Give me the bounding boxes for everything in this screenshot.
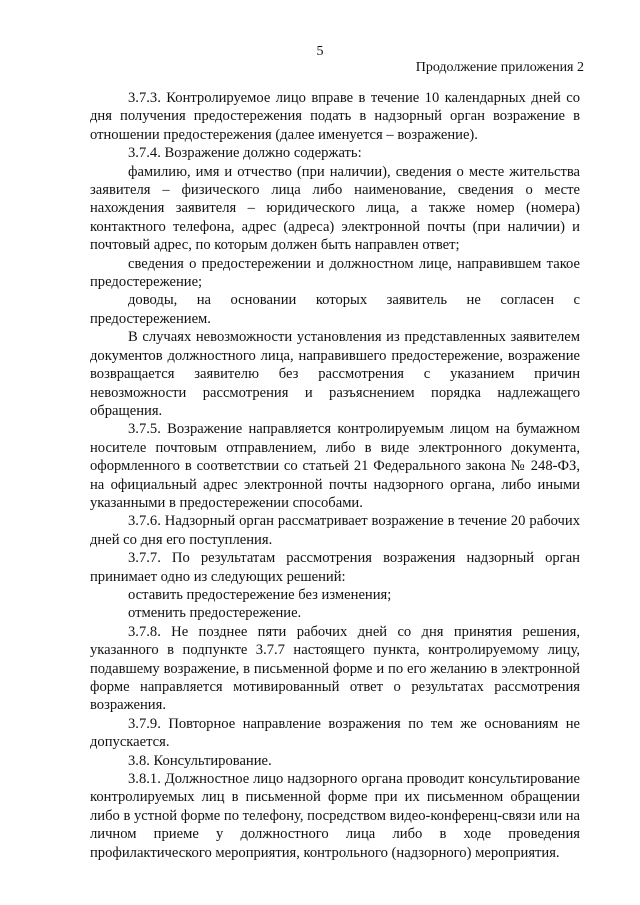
- paragraph-objection-applicant-details: фамилию, имя и отчество (при наличии), сведения о месте жительства заявителя – физического лица либо наименование, сведения о месте нахождения заявителя – юридического лица, а также номер (номера) контактного телефона, адрес (адреса) электронной почты (при наличии) и почтовый адрес, по которым должен быть направлен ответ;: [90, 163, 580, 254]
- appendix-continuation-note: Продолжение приложения 2: [415, 60, 584, 75]
- paragraph-3-7-7: 3.7.7. По результатам рассмотрения возражения надзорный орган принимает одно из следующих решений:: [90, 550, 580, 585]
- paragraph-objection-warning-details: сведения о предостережении и должностном лице, направившем такое предостережение;: [90, 255, 580, 291]
- paragraph-decision-cancel: отменить предостережение.: [128, 605, 302, 622]
- page-number: 5: [316, 44, 324, 59]
- paragraph-3-7-4: 3.7.4. Возражение должно содержать:: [128, 145, 362, 162]
- paragraph-decision-keep: оставить предостережение без изменения;: [128, 586, 392, 603]
- paragraph-3-7-5: 3.7.5. Возражение направляется контролируемым лицом на бумажном носителе почтовым отправлением, либо в виде электронного документа, оформленного в соответствии со статьей 21 Федерального закона № 248-ФЗ, на официальный адрес электронной почты надзорного органа, либо иными указанными в предостережении способами.: [90, 421, 580, 511]
- paragraph-objection-return: В случаях невозможности установления из представленных заявителем документов должностного лица, направившего предостережение, возражение возвращается заявителю без рассмотрения с указанием причин невозможности рассмотрения и разъяснением порядка надлежащего обращения.: [90, 329, 580, 419]
- paragraph-3-8: 3.8. Консультирование.: [128, 752, 272, 769]
- paragraph-3-7-6: 3.7.6. Надзорный орган рассматривает возражение в течение 20 рабочих дней со дня его поступления.: [90, 513, 580, 548]
- paragraph-3-7-3: 3.7.3. Контролируемое лицо вправе в течение 10 календарных дней со дня получения предостережения подать в надзорный орган возражение в отношении предостережения (далее именуется – возражение).: [90, 90, 580, 143]
- paragraph-3-7-8: 3.7.8. Не позднее пяти рабочих дней со дня принятия решения, указанного в подпункте 3.7.7 настоящего пункта, контролируемому лицу, подавшему возражение, в письменной форме и по его желанию в электронной форме направляется мотивированный ответ о результатах рассмотрения возражения.: [90, 623, 580, 714]
- paragraph-3-8-1: 3.8.1. Должностное лицо надзорного органа проводит консультирование контролируемых лиц в письменной форме при их письменном обращении либо в устной форме по телефону, посредством видео-конференц-связи или на личном приеме у должностного лица либо в ходе проведения профилактического мероприятия, контрольного (надзорного) мероприятия.: [90, 771, 581, 861]
- paragraph-3-7-9: 3.7.9. Повторное направление возражения по тем же основаниям не допускается.: [90, 715, 580, 751]
- paragraph-objection-arguments: доводы, на основании которых заявитель не согласен с предостережением.: [90, 292, 580, 327]
- document-body: [90, 89, 580, 862]
